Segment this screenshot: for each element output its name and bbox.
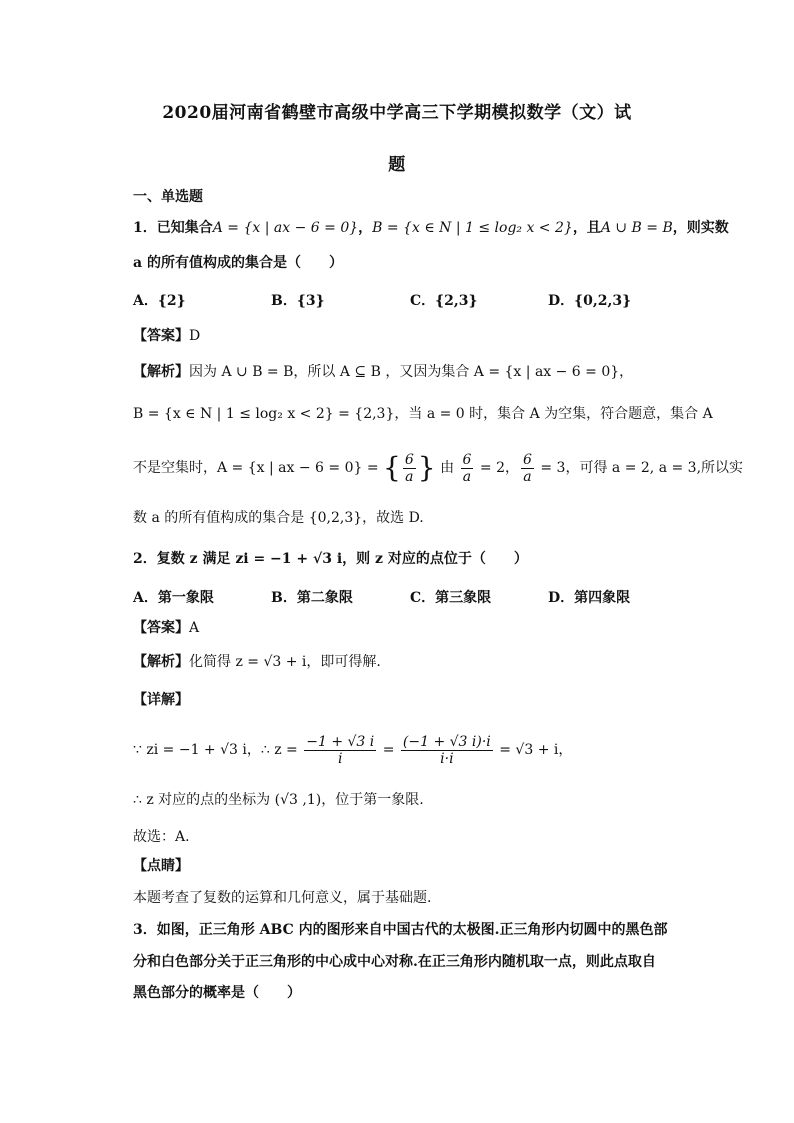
q3-stem-line1: 3．如图，正三角形 ABC 内的图形来自中国古代的太极图.正三角形内切圆中的黑色部 [133,922,668,938]
q1-analysis-line1: 【解析】因为 A ∪ B = B，所以 A ⊆ B ，又因为集合 A = {x | ax − 6 = 0}， [133,364,634,380]
q2-stem: 2．复数 z 满足 zi = −1 + √3 i，则 z 对应的点位于（ ） [133,551,528,567]
doc-title-line1: 2020届河南省鹤壁市高级中学高三下学期模拟数学（文）试 [162,103,632,123]
q2-option-c: C．第三象限 [410,590,492,606]
q1-option-a: A．{2} [133,293,186,309]
q3-stem-line3: 黑色部分的概率是（ ） [133,985,301,1001]
q3-stem-line2: 分和白色部分关于正三角形的中心成中心对称.在正三角形内随机取一点，则此点取自 [133,954,656,970]
q2-option-a: A．第一象限 [133,590,214,606]
q2-detail-line1: ∵ zi = −1 + √3 i，∴ z = $\frac{-1 + √3 i}{i}$ = $\frac{(-1 + √3 i)\cdot i}{i\cdot i}$ = √3 + i， [133,733,573,767]
q1-stem-line2: a 的所有值构成的集合是（ ） [133,255,343,271]
q2-comment: 本题考查了复数的运算和几何意义，属于基础题. [133,890,432,906]
q1-option-b: B．{3} [271,293,325,309]
q2-option-b: B．第二象限 [271,590,353,606]
q2-option-d: D．第四象限 [548,590,631,606]
q1-analysis-line2: B = {x ∈ N | 1 ≤ log₂ x < 2} = {2,3}，当 a = 0 时，集合 A 为空集，符合题意，集合 A [133,406,713,422]
q2-analysis: 【解析】化简得 z = √3 + i，即可得解. [133,654,381,670]
q2-detail-line3: 故选：A. [133,829,190,845]
q1-option-d: D．{0,2,3} [548,293,632,309]
q2-detail-line2: ∴ z 对应的点的坐标为 (√3 ,1)，位于第一象限. [133,792,424,808]
q1-stem-line1: 1．已知集合A = {x | ax − 6 = 0}，B = {x ∈ N | 1 ≤ log₂ x < 2}，且A ∪ B = B，则实数 [133,220,729,236]
q2-comment-heading: 【点睛】 [133,858,189,874]
q1-analysis-line4: 数 a 的所有值构成的集合是 {0,2,3}，故选 D. [133,510,424,526]
q2-detail-heading: 【详解】 [133,692,189,708]
q1-answer: 【答案】D [133,328,201,344]
section-heading: 一、单选题 [133,189,203,205]
q1-analysis-line3: 不是空集时，A = {x | ax − 6 = 0} = { $\frac{6}{a}$ } 由 $\frac{6}{a}$ = 2， $\frac{6}{a}$ = 3，可得 a = 2, a = 3,所以实 [133,451,744,485]
doc-title-line2: 题 [388,155,406,175]
q1-option-c: C．{2,3} [410,293,478,309]
q2-answer: 【答案】A [133,620,200,636]
